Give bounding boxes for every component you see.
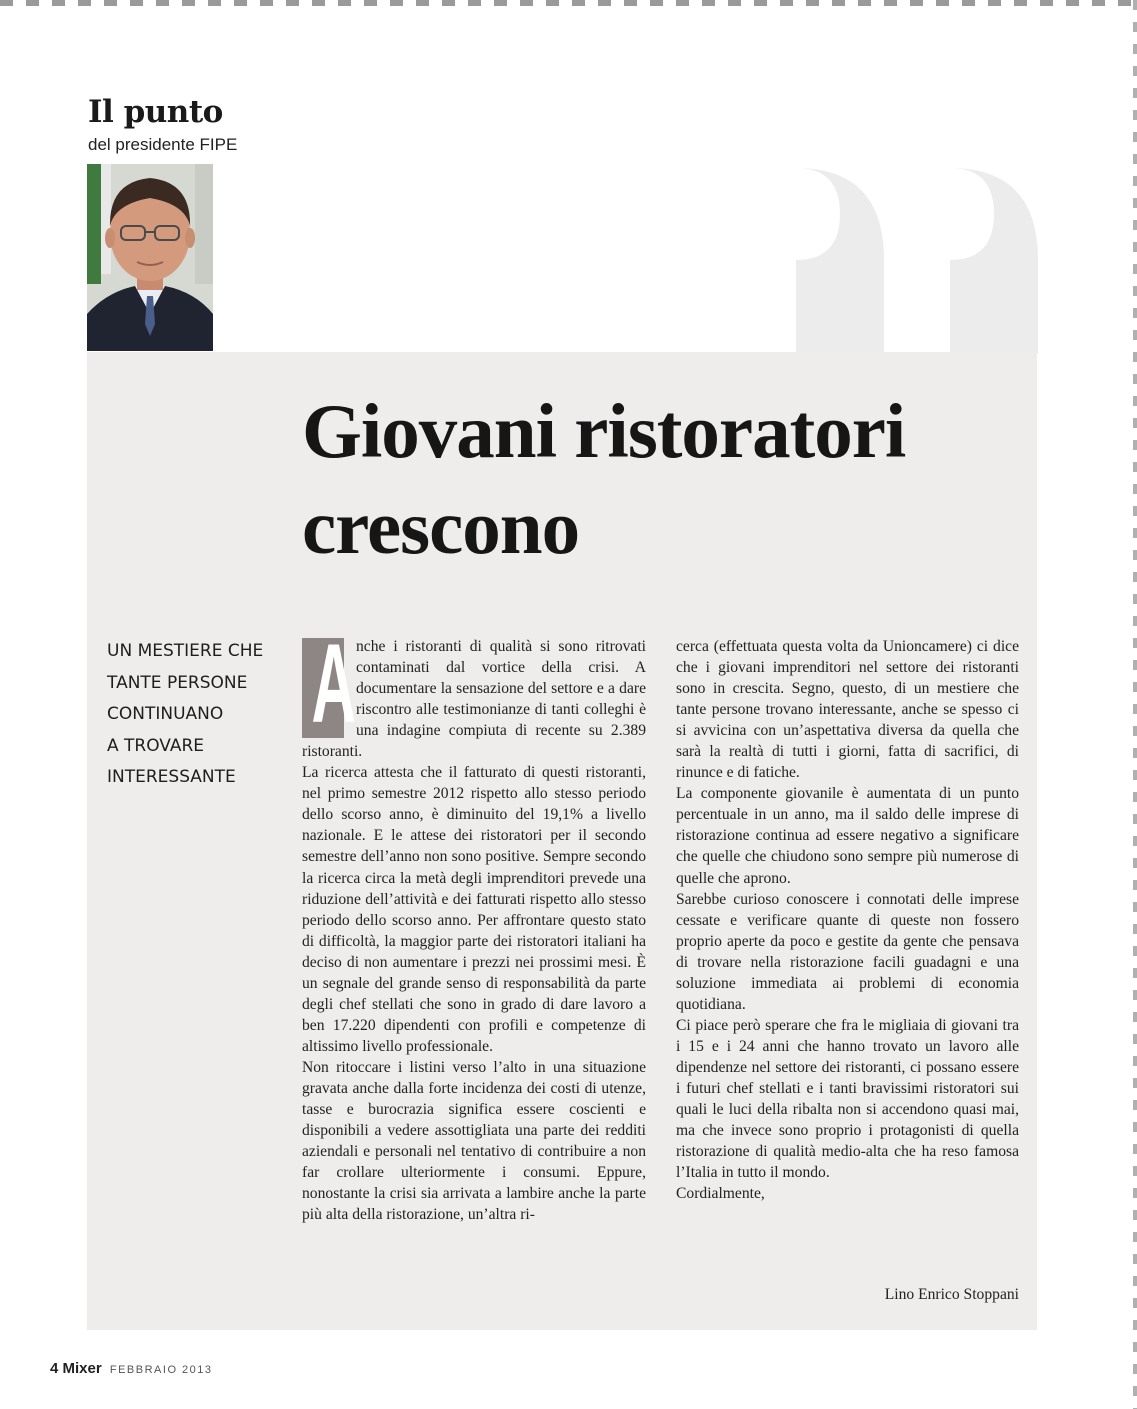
column-title: Il punto [88, 94, 223, 130]
author-signature: Lino Enrico Stoppani [884, 1286, 1019, 1303]
article-paragraph: Non ritoccare i listini verso l’alto in una situazione gravata anche dalla forte incidenza dei costi di utenze, tasse e burocrazia significa essere coscienti e disponibili a vedere assottigliata una parte dei redditi aziendali e personali nel tentativo di contribuire a non far crollare ulteriormente i consumi. Eppure, nonostante la crisi sia arrivata a lambire anche la parte più alta della ristorazione, un’altra ri- [302, 1058, 646, 1224]
headline [302, 383, 1002, 575]
article-paragraph: cerca (effettuata questa volta da Unioncamere) ci dice che i giovani imprenditori nel settore dei ristoranti sono in crescita. Segno, questo, di un mestiere che tante persone trovano interessante, anche se spesso ci si avvicina con un’aspettativa diversa da quella che sarà la realtà di tutti i giorni, fatta di sacrifici, di rinunce e di fatiche. [676, 638, 1019, 782]
pull-quote-line: UN MESTIERE CHE [107, 641, 264, 661]
author-portrait [87, 164, 213, 351]
article-paragraph: La ricerca attesta che il fatturato di questi ristoranti, nel primo semestre 2012 rispetto allo stesso periodo dello scorso anno, è diminuito del 19,1% a livello nazionale. E le attese dei ristoratori per il secondo semestre dell’anno non sono positive. Sempre secondo la ricerca circa la metà degli imprenditori prevede una riduzione dell’attività e dei fatturati rispetto allo stesso periodo dello scorso anno. Per affrontare questo stato di difficoltà, la maggior parte dei ristoratori italiani ha deciso di non aumentare i prezzi nei prossimi mesi. È un segnale del grande senso di responsabilità da parte degli chef stellati che sono in grado di dare lavoro a ben 17.220 dipendenti con profili e competenze di altissimo livello professionale. [302, 764, 646, 1055]
article-paragraph: La componente giovanile è aumentata di un punto percentuale in un anno, ma il saldo delle imprese di ristorazione continua ad essere negativo a significare che quelle che chiudono sono sempre più numerose di quelle che aprono. [676, 785, 1019, 887]
issue-date: FEBBRAIO 2013 [109, 1364, 213, 1376]
pull-quote [107, 636, 297, 794]
pull-quote-line: CONTINUANO [107, 704, 224, 724]
column-subtitle: del presidente FIPE [88, 135, 238, 154]
pull-quote-line: INTERESSANTE [107, 767, 236, 787]
pull-quote-line: TANTE PERSONE [107, 672, 248, 693]
page-number: 4 [50, 1360, 59, 1377]
quote-marks-icon [796, 168, 1041, 354]
headline-line-2: crescono [302, 484, 580, 570]
magazine-name: Mixer [62, 1360, 102, 1377]
article-paragraph: Ci piace però sperare che fra le migliaia di giovani tra i 15 e i 24 anni che hanno trovato un lavoro alle dipendenze nel settore dei ristoranti, ci possano essere i futuri chef stellati e i tanti bravissimi ristoratori sui quali le luci della ribalta non si accendono quasi mai, ma che invece sono proprio i protagonisti di quella ristorazione di qualità medio-alta che ha reso famosa l’Italia in tutto il mondo. [676, 1016, 1019, 1182]
article-column-right [676, 636, 1019, 1204]
headline-line-1: Giovani ristoratori [302, 388, 906, 474]
drop-cap: A [302, 638, 344, 738]
page-border-right [1133, 0, 1137, 1409]
portrait-illustration [87, 164, 213, 351]
page-folio [50, 1360, 213, 1377]
page-border-top [0, 0, 1137, 6]
article-column-left [302, 621, 646, 1225]
pull-quote-line: A TROVARE [107, 735, 205, 756]
article-paragraph: nche i ristoranti di qualità si sono ritrovati contaminati dal vortice della crisi. A documentare la sensazione del settore e a dare riscontro alle testimonianze di tanti colleghi è una indagine compiuta di recente su 2.389 ristoranti. [302, 638, 646, 761]
article-closing: Cordialmente, [676, 1185, 765, 1203]
article-paragraph: Sarebbe curioso conoscere i connotati delle imprese cessate e verificare quante di queste non fossero proprio aperte da poco e gestite da gente che pensava di trovare nella ristorazione facili guadagni e una soluzione immediata ai problemi di economia quotidiana. [676, 890, 1019, 1013]
